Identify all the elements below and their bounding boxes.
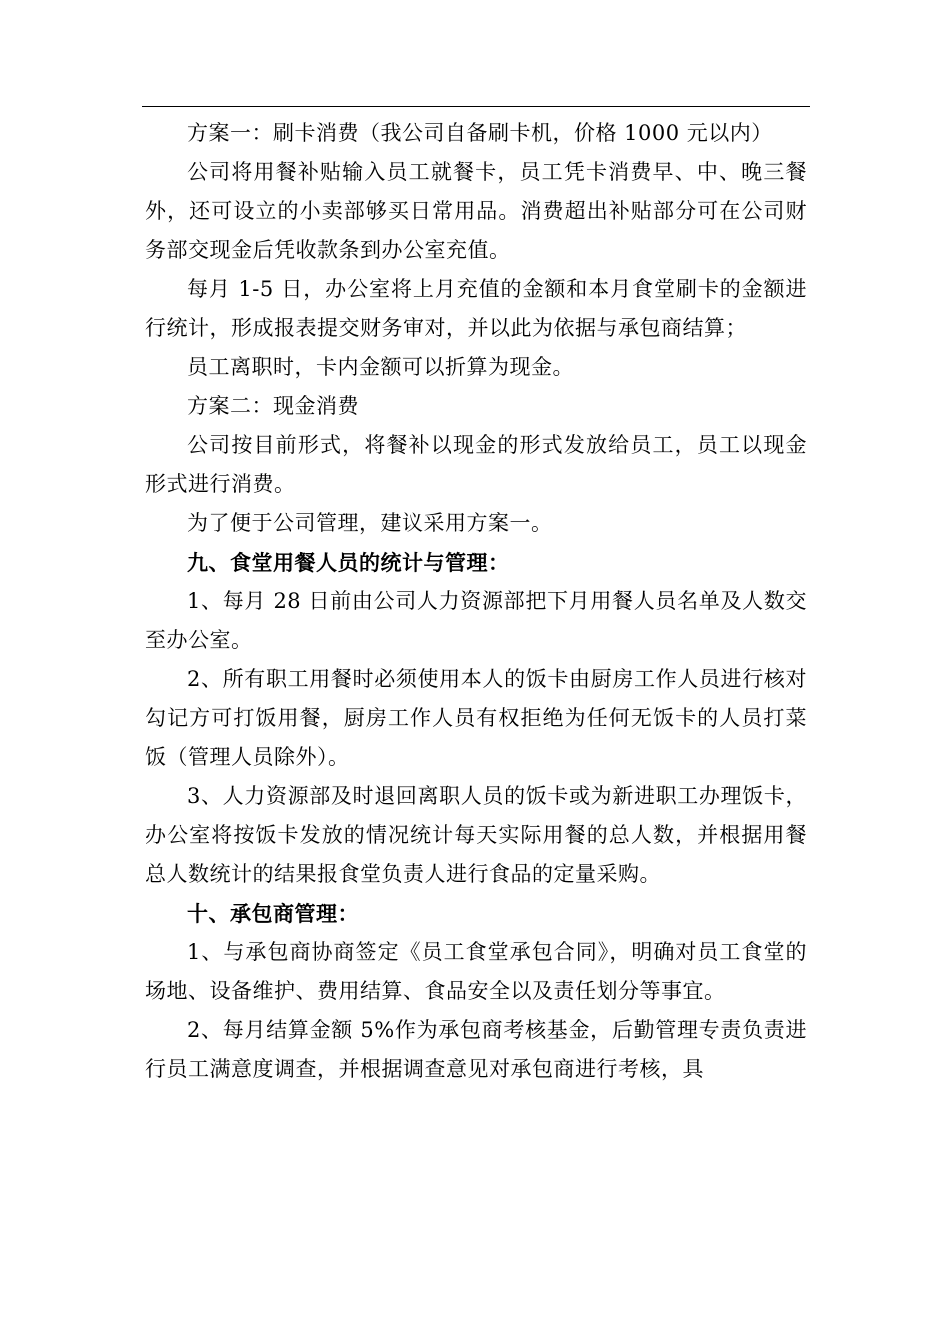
paragraph-monthly-settlement: 每月 1-5 日，办公室将上月充值的金额和本月食堂刷卡的金额进行统计，形成报表提交财务审对，并以此为依据与承包商结算； (145, 277, 807, 340)
paragraph-nine-item-3: 3、人力资源部及时退回离职人员的饭卡或为新进职工办理饭卡，办公室将按饭卡发放的情况统计每天实际用餐的总人数，并根据用餐总人数统计的结果报食堂负责人进行食品的定量采购。 (145, 784, 807, 886)
paragraph-nine-item-2: 2、所有职工用餐时必须使用本人的饭卡由厨房工作人员进行核对勾记方可打饭用餐，厨房工作人员有权拒绝为任何无饭卡的人员打菜饭（管理人员除外）。 (145, 667, 807, 769)
paragraph-ten-item-1: 1、与承包商协商签定《员工食堂承包合同》，明确对员工食堂的场地、设备维护、费用结算、食品安全以及责任划分等事宜。 (145, 940, 807, 1003)
paragraph-recommendation: 为了便于公司管理，建议采用方案一。 (187, 511, 553, 535)
header-rule (142, 106, 810, 107)
paragraph-plan-one-title: 方案一：刷卡消费（我公司自备刷卡机，价格 1000 元以内） (187, 121, 773, 145)
paragraph-ten-item-2: 2、每月结算金额 5%作为承包商考核基金，后勤管理专责负责进行员工满意度调查，并根据调查意见对承包商进行考核，具 (145, 1018, 807, 1081)
section-heading-ten: 十、承包商管理： (187, 901, 359, 926)
section-heading-nine: 九、食堂用餐人员的统计与管理： (187, 550, 510, 575)
paragraph-plan-one-detail: 公司将用餐补贴输入员工就餐卡，员工凭卡消费早、中、晚三餐外，还可设立的小卖部够买日常用品。消费超出补贴部分可在公司财务部交现金后凭收款条到办公室充值。 (145, 160, 807, 262)
paragraph-nine-item-1: 1、每月 28 日前由公司人力资源部把下月用餐人员名单及人数交至办公室。 (145, 589, 807, 652)
paragraph-plan-two-detail: 公司按目前形式，将餐补以现金的形式发放给员工，员工以现金形式进行消费。 (145, 433, 807, 496)
document-body (145, 114, 807, 1089)
paragraph-resignation: 员工离职时，卡内金额可以折算为现金。 (187, 355, 574, 379)
paragraph-plan-two-title: 方案二：现金消费 (187, 394, 359, 418)
